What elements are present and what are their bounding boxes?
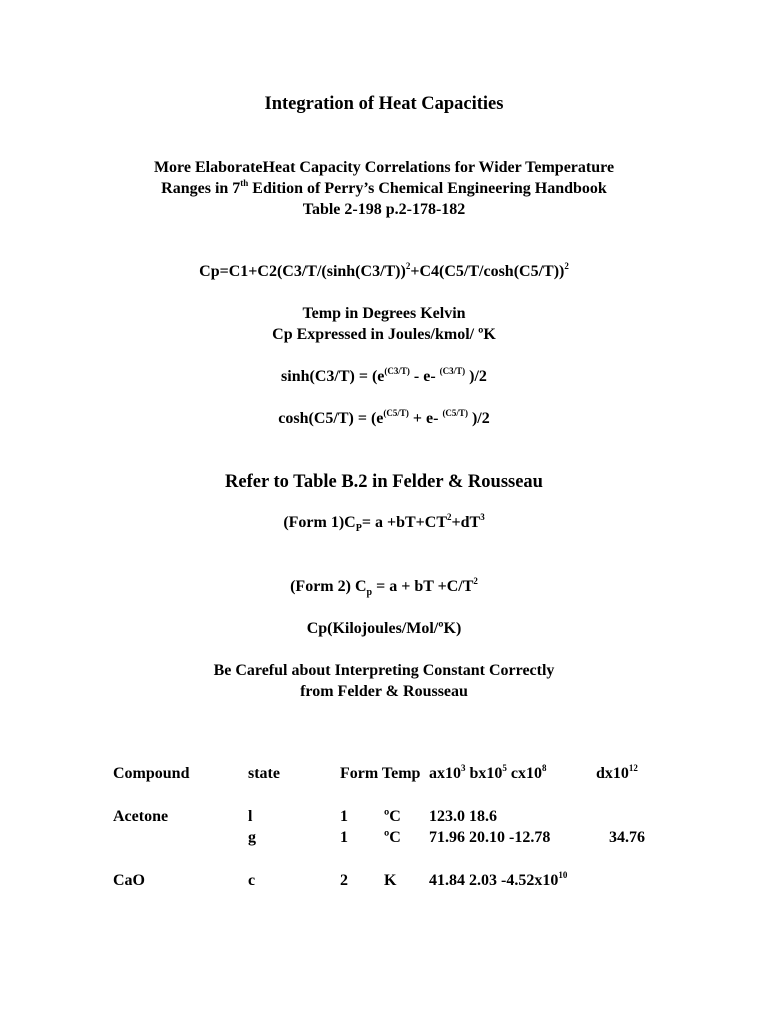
subtitle-ranges: Ranges in 7 (161, 180, 241, 197)
cp-units: Cp Expressed in Joules/kmol/ ºK (272, 326, 496, 343)
sinh-part2: - e- (409, 368, 440, 385)
header-form-temp: Form Temp (340, 765, 421, 782)
sinh-exp1: (C3/T) (384, 366, 410, 376)
form1-part1: (Form 1)C (283, 514, 356, 531)
row3-compound: CaO (113, 872, 145, 889)
row3-values-exp: 10 (558, 870, 568, 880)
subtitle-handbook: Edition of Perry’s Chemical Engineering Handbook (248, 180, 607, 197)
sinh-part3: )/2 (465, 368, 487, 385)
cp-eq-exp1: 2 (405, 261, 411, 271)
row2-form: 1 (340, 829, 348, 846)
header-c-exp: 8 (542, 763, 547, 773)
row2-temp: ºC (384, 829, 401, 846)
form1-exp1: 2 (447, 512, 452, 522)
cosh-part1: cosh(C5/T) = (e (278, 410, 384, 427)
cp-kilojoules: Cp(Kilojoules/Mol/ºK) (306, 620, 462, 637)
sinh-part1: sinh(C3/T) = (e (281, 368, 385, 385)
subtitle-line-2 (0, 180, 768, 198)
row3-values (429, 872, 567, 890)
row3-form: 2 (340, 872, 348, 889)
cosh-definition (0, 410, 768, 428)
cosh-exp2: (C5/T) (442, 408, 468, 418)
row3-state: c (248, 872, 256, 889)
temp-units: Temp in Degrees Kelvin (302, 305, 466, 322)
refer-heading: Refer to Table B.2 in Felder & Rousseau (225, 472, 543, 492)
row1-temp: ºC (384, 808, 401, 825)
cp-eq-part1: Cp=C1+C2(C3/T/(sinh(C3/T)) (199, 263, 406, 280)
header-d (596, 765, 638, 783)
cosh-exp1: (C5/T) (383, 408, 409, 418)
form1-equation (0, 514, 768, 534)
sinh-definition (0, 368, 768, 386)
form1-part3: +dT (451, 514, 481, 531)
heat-capacity-table (0, 765, 768, 895)
cp-eq-exp2: 2 (564, 261, 569, 271)
header-b: bx10 (465, 765, 503, 782)
subtitle-line-1: More ElaborateHeat Capacity Correlations for Wider Temperature (153, 159, 615, 176)
row1-state: l (248, 808, 253, 825)
form2-subscript: p (366, 587, 373, 599)
form1-subscript: P (355, 523, 362, 535)
row3-values-text: 41.84 2.03 -4.52x10 (429, 872, 559, 889)
row1-form: 1 (340, 808, 348, 825)
subtitle-line-3: Table 2-198 p.2-178-182 (302, 201, 466, 218)
form1-exp2: 3 (480, 512, 485, 522)
header-d-label: dx10 (596, 765, 629, 782)
header-d-exp: 12 (628, 763, 638, 773)
header-coefficients (429, 765, 547, 783)
form2-exp: 2 (473, 576, 478, 586)
row2-d: 34.76 (609, 829, 645, 846)
form2-part2: = a + bT +C/T (372, 578, 474, 595)
sinh-exp2: (C3/T) (439, 366, 466, 376)
header-state: state (248, 765, 280, 782)
row1-values: 123.0 18.6 (429, 808, 497, 825)
header-b-exp: 5 (502, 763, 507, 773)
cosh-part3: )/2 (467, 410, 490, 427)
form2-equation (0, 578, 768, 598)
document-title: Integration of Heat Capacities (264, 94, 504, 114)
form2-part1: (Form 2) C (290, 578, 367, 595)
subtitle-ordinal: th (240, 178, 249, 188)
header-compound: Compound (113, 765, 190, 782)
row2-state: g (248, 829, 256, 846)
cp-equation (0, 263, 768, 281)
header-a: ax10 (429, 765, 461, 782)
cp-eq-part2: +C4(C5/T/cosh(C5/T)) (410, 263, 565, 280)
careful-line-2: from Felder & Rousseau (300, 683, 468, 700)
row3-temp: K (384, 872, 397, 889)
form1-part2: = a +bT+CT (361, 514, 447, 531)
cosh-part2: + e- (408, 410, 443, 427)
header-c: cx10 (506, 765, 543, 782)
careful-line-1: Be Careful about Interpreting Constant Correctly (213, 662, 555, 679)
row2-values: 71.96 20.10 -12.78 (429, 829, 551, 846)
header-a-exp: 3 (461, 763, 466, 773)
row1-compound: Acetone (113, 808, 169, 825)
